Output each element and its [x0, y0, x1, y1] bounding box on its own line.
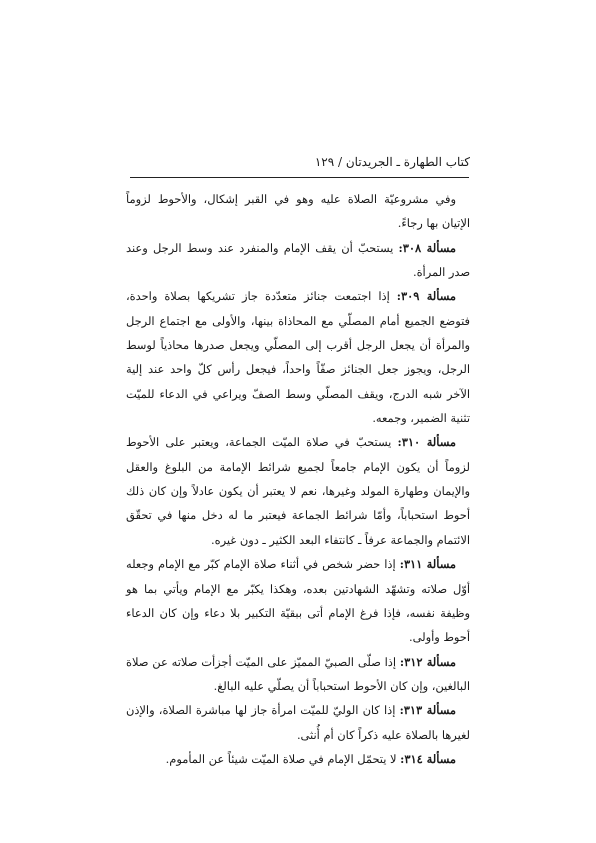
paragraph-text: إذا حضر شخص في أثناء صلاة الإمام كبّر مع الإمام وجعله أوّل صلاته وتشهّد الشهادتين بعده، وهكذا يكبّر مع الإمام ويأتي بما هو وظيفة نفسه، فإذا فرغ الإمام أتى ببقيّة التكبير بلا دعاء وإن كان الدعاء أحوط وأولى.	[126, 557, 470, 645]
paragraph-text: لا يتحمّل الإمام في صلاة الميّت شيئاً عن المأموم.	[165, 751, 401, 766]
paragraph-text: وفي مشروعيّة الصلاة عليه وهو في القبر إشكال، والأحوط لزوماً الإتيان بها رجاءً.	[126, 192, 470, 231]
paragraph-text: يستحبّ أن يقف الإمام والمنفرد عند وسط الرجل وعند صدر المرأة.	[126, 240, 470, 280]
paragraph-issue-312	[126, 650, 470, 699]
paragraph-issue-313	[126, 698, 470, 747]
issue-label: مسألة ٣١٣:	[399, 703, 456, 718]
paragraph-text: يستحبّ في صلاة الميّت الجماعة، ويعتبر على الأحوط لزوماً أن يكون الإمام جامعاً لجميع شرائط الإمامة من البلوغ والعقل والإيمان وطهارة المولد وغيرها، نعم لا يعتبر أن يكون عادلاً وإن كان ذلك أحوط استحباباً، وأمّا شرائط الجماعة فيعتبر ما له دخل منها في تحقّق الائتمام والجماعة عرفاً ـ كانتفاء البعد الكثير ـ دون غيره.	[126, 435, 470, 547]
issue-label: مسألة ٣٠٩:	[396, 289, 457, 304]
paragraph-issue-308	[126, 236, 470, 285]
paragraph-text: إذا صلّى الصبيّ المميّز على الميّت أجزأت صلاته عن صلاة البالغين، وإن كان الأحوط استحباباً أن يصلّي عليه البالغ.	[126, 654, 470, 693]
issue-label: مسألة ٣٠٨:	[398, 240, 456, 255]
issue-label: مسألة ٣١٠:	[397, 435, 456, 450]
running-header	[130, 154, 470, 170]
issue-label: مسألة ٣١١:	[399, 557, 456, 572]
issue-label: مسألة ٣١٤:	[400, 751, 456, 766]
paragraph-text: إذا كان الوليّ للميّت امرأة جاز لها مباشرة الصلاة، والإذن لغيرها بالصلاة عليه ذكراً كان أم أُنثى.	[126, 703, 470, 742]
paragraph-issue-311	[126, 552, 470, 649]
paragraph-continuation	[126, 187, 470, 236]
paragraph-issue-310	[126, 430, 470, 552]
header-rule	[130, 177, 469, 178]
running-title: كتاب الطهارة ـ الجريدتان / ١٢٩	[314, 155, 470, 169]
issue-label: مسألة ٣١٢:	[399, 654, 457, 669]
page-body	[126, 187, 470, 771]
paragraph-issue-309	[126, 284, 470, 430]
paragraph-text: إذا اجتمعت جنائز متعدّدة جاز تشريكها بصلاة واحدة، فتوضع الجميع أمام المصلّي مع المحاذاة بينها، والأولى مع اجتماع الرجل والمرأة أن يجعل الرجل أقرب إلى المصلّي ويجعل صدرها محاذياً لوسط الرجل، ويجوز جعل الجنائز صفّاً واحداً، فيجعل رأس كلّ واحد عند إلية الآخر شبه الدرج، ويقف المصلّي وسط الصفّ ويراعي في الدعاء للميّت تثنية الضمير، وجمعه.	[126, 289, 470, 426]
paragraph-issue-314	[126, 747, 470, 771]
